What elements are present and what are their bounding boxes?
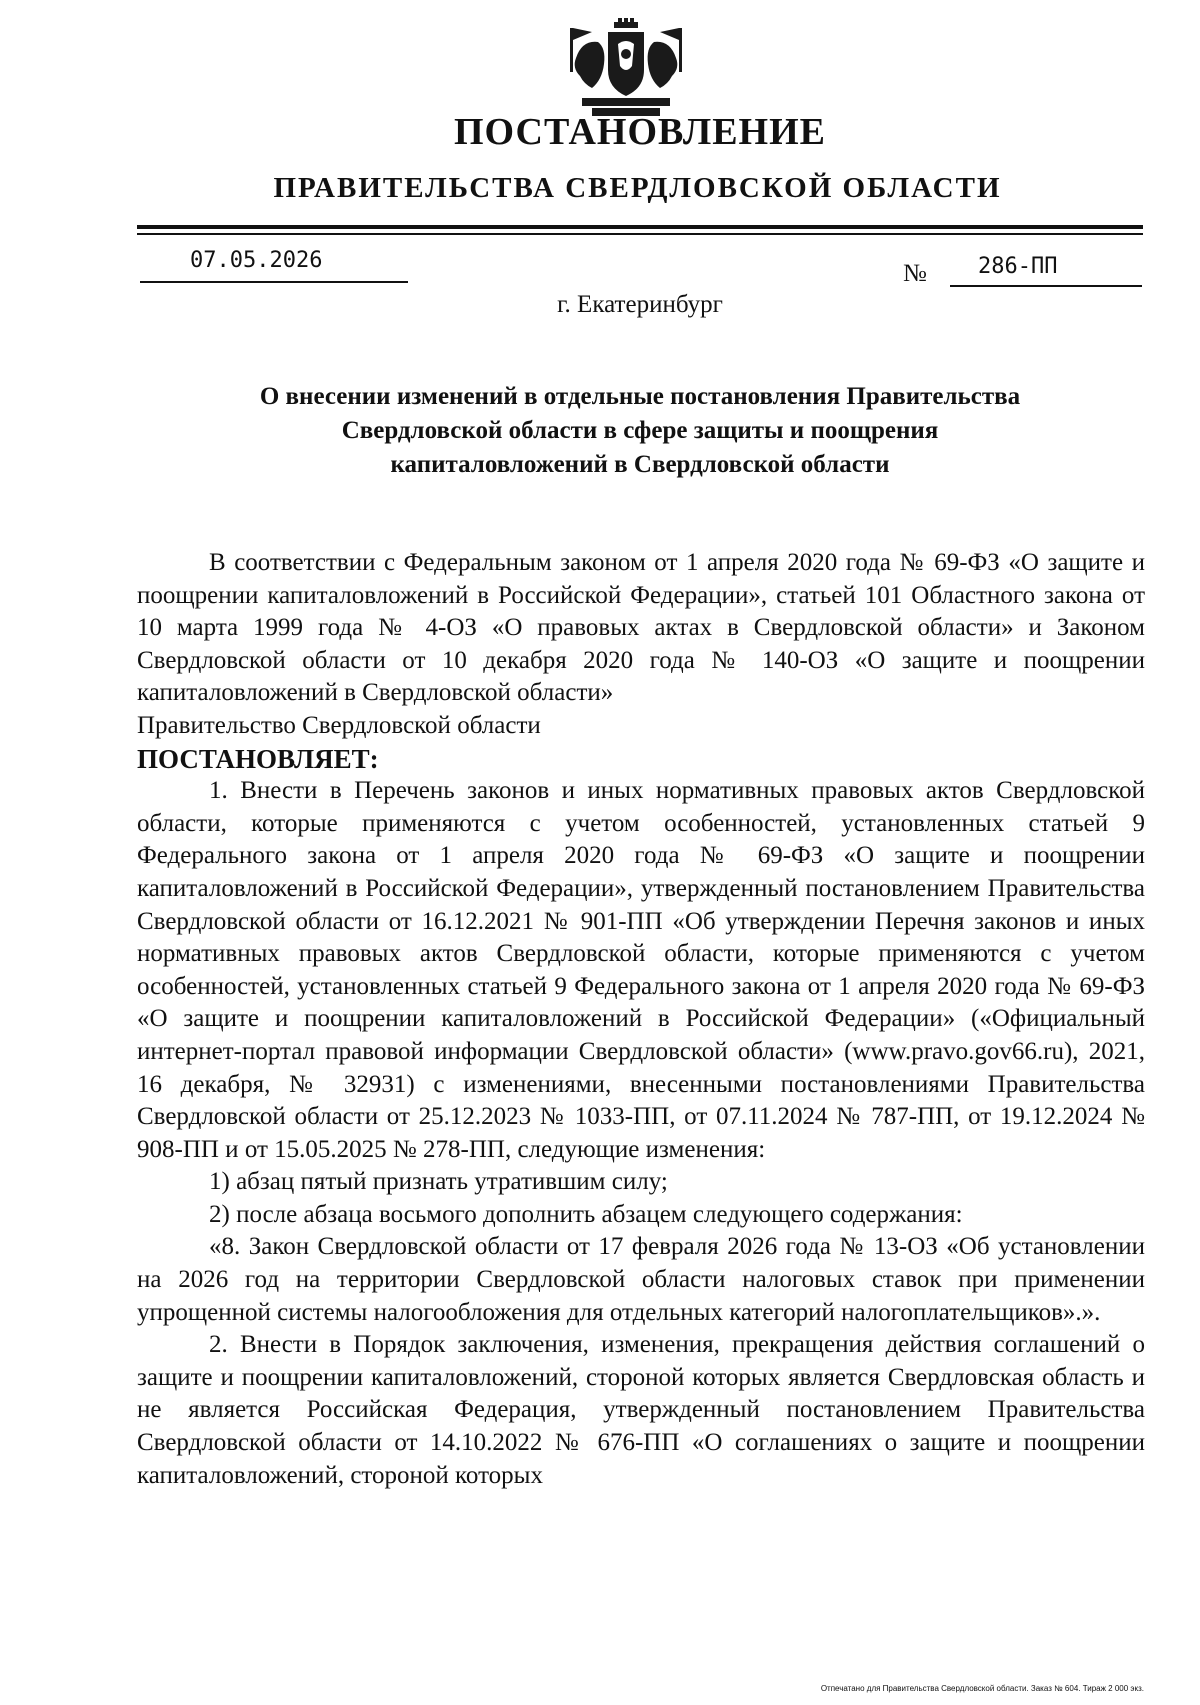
header-rule-thick — [137, 225, 1143, 229]
print-note: Отпечатано для Правительства Свердловской области. Заказ № 604. Тираж 2 000 экз. — [820, 1684, 1144, 1693]
date-underline — [140, 281, 408, 283]
coat-of-arms-icon — [568, 18, 684, 122]
document-date: 07.05.2026 — [190, 248, 323, 273]
header-rule-thin — [137, 233, 1143, 235]
item-1-quote: «8. Закон Свердловской области от 17 февраля 2026 года № 13-ОЗ «Об установлении на 2026 год на территории Свердловской области налоговых ставок при применении упрощенной системы налогообложения для отдельных категорий налогоплательщиков».». — [137, 1233, 1145, 1326]
number-sign: № — [903, 260, 927, 287]
item-2: 2. Внести в Порядок заключения, изменения, прекращения действия соглашений о защите и поощрении капиталовложений, стороной которых является Свердловская область и не является Российская Федерация, утвержденный постановлением Правительства Свердловской области от 14.10.2022 № 676-ПП «О соглашениях о защите и поощрении капиталовложений, стороной которых — [137, 1331, 1145, 1489]
heading-line: О внесении изменений в отдельные постановления Правительства — [259, 383, 1021, 410]
document-body — [137, 547, 1145, 1492]
intro-end: Правительство Свердловской области — [137, 711, 541, 739]
intro-paragraph: В соответствии с Федеральным законом от 1 апреля 2020 года № 69-ФЗ «О защите и поощрении капиталовложений в Российской Федерации», статьей 101 Областного закона от 10 марта 1999 года № 4-ОЗ «О правовых актах в Свердловской области» и Законом Свердловской области от 10 декабря 2020 года № 140-ОЗ «О защите и поощрении капиталовложений в Свердловской области» — [137, 549, 1145, 707]
item-1: 1. Внести в Перечень законов и иных нормативных правовых актов Свердловской области, которые применяются с учетом особенностей, установленных статьей 9 Федерального закона от 1 апреля 2020 года № 69-ФЗ «О защите и поощрении капиталовложений в Российской Федерации», утвержденный постановлением Правительства Свердловской области от 16.12.2021 № 901-ПП «Об утверждении Перечня законов и иных нормативных правовых актов Свердловской области, которые применяются с учетом особенностей, установленных статьей 9 Федерального закона от 1 апреля 2020 года № 69-ФЗ «О защите и поощрении капиталовложений в Российской Федерации» («Официальный интернет-портал правовой информации Свердловской области» (www.pravo.gov66.ru), 2021, 16 декабря, № 32931) с изменениями, внесенными постановлениями Правительства Свердловской области от 25.12.2023 № 1033-ПП, от 07.11.2024 № 787-ПП, от 19.12.2024 № 908-ПП и от 15.05.2025 № 278-ПП, следующие изменения: — [137, 777, 1145, 1163]
number-underline — [950, 285, 1142, 287]
document-title: ПОСТАНОВЛЕНИЕ — [453, 111, 827, 153]
heading-line: Свердловской области в сфере защиты и поощрения — [341, 417, 939, 444]
item-1-subitem-2: 2) после абзаца восьмого дополнить абзацем следующего содержания: — [209, 1200, 963, 1228]
heading-line: капиталовложений в Свердловской области — [390, 451, 890, 478]
document-city: г. Екатеринбург — [557, 291, 723, 318]
document-heading — [150, 380, 1130, 482]
decree-word: ПОСТАНОВЛЯЕТ: — [137, 743, 379, 774]
document-number: 286-ПП — [978, 254, 1058, 279]
document-issuer: ПРАВИТЕЛЬСТВА СВЕРДЛОВСКОЙ ОБЛАСТИ — [273, 172, 1002, 204]
item-1-subitem-1: 1) абзац пятый признать утратившим силу; — [209, 1168, 668, 1196]
